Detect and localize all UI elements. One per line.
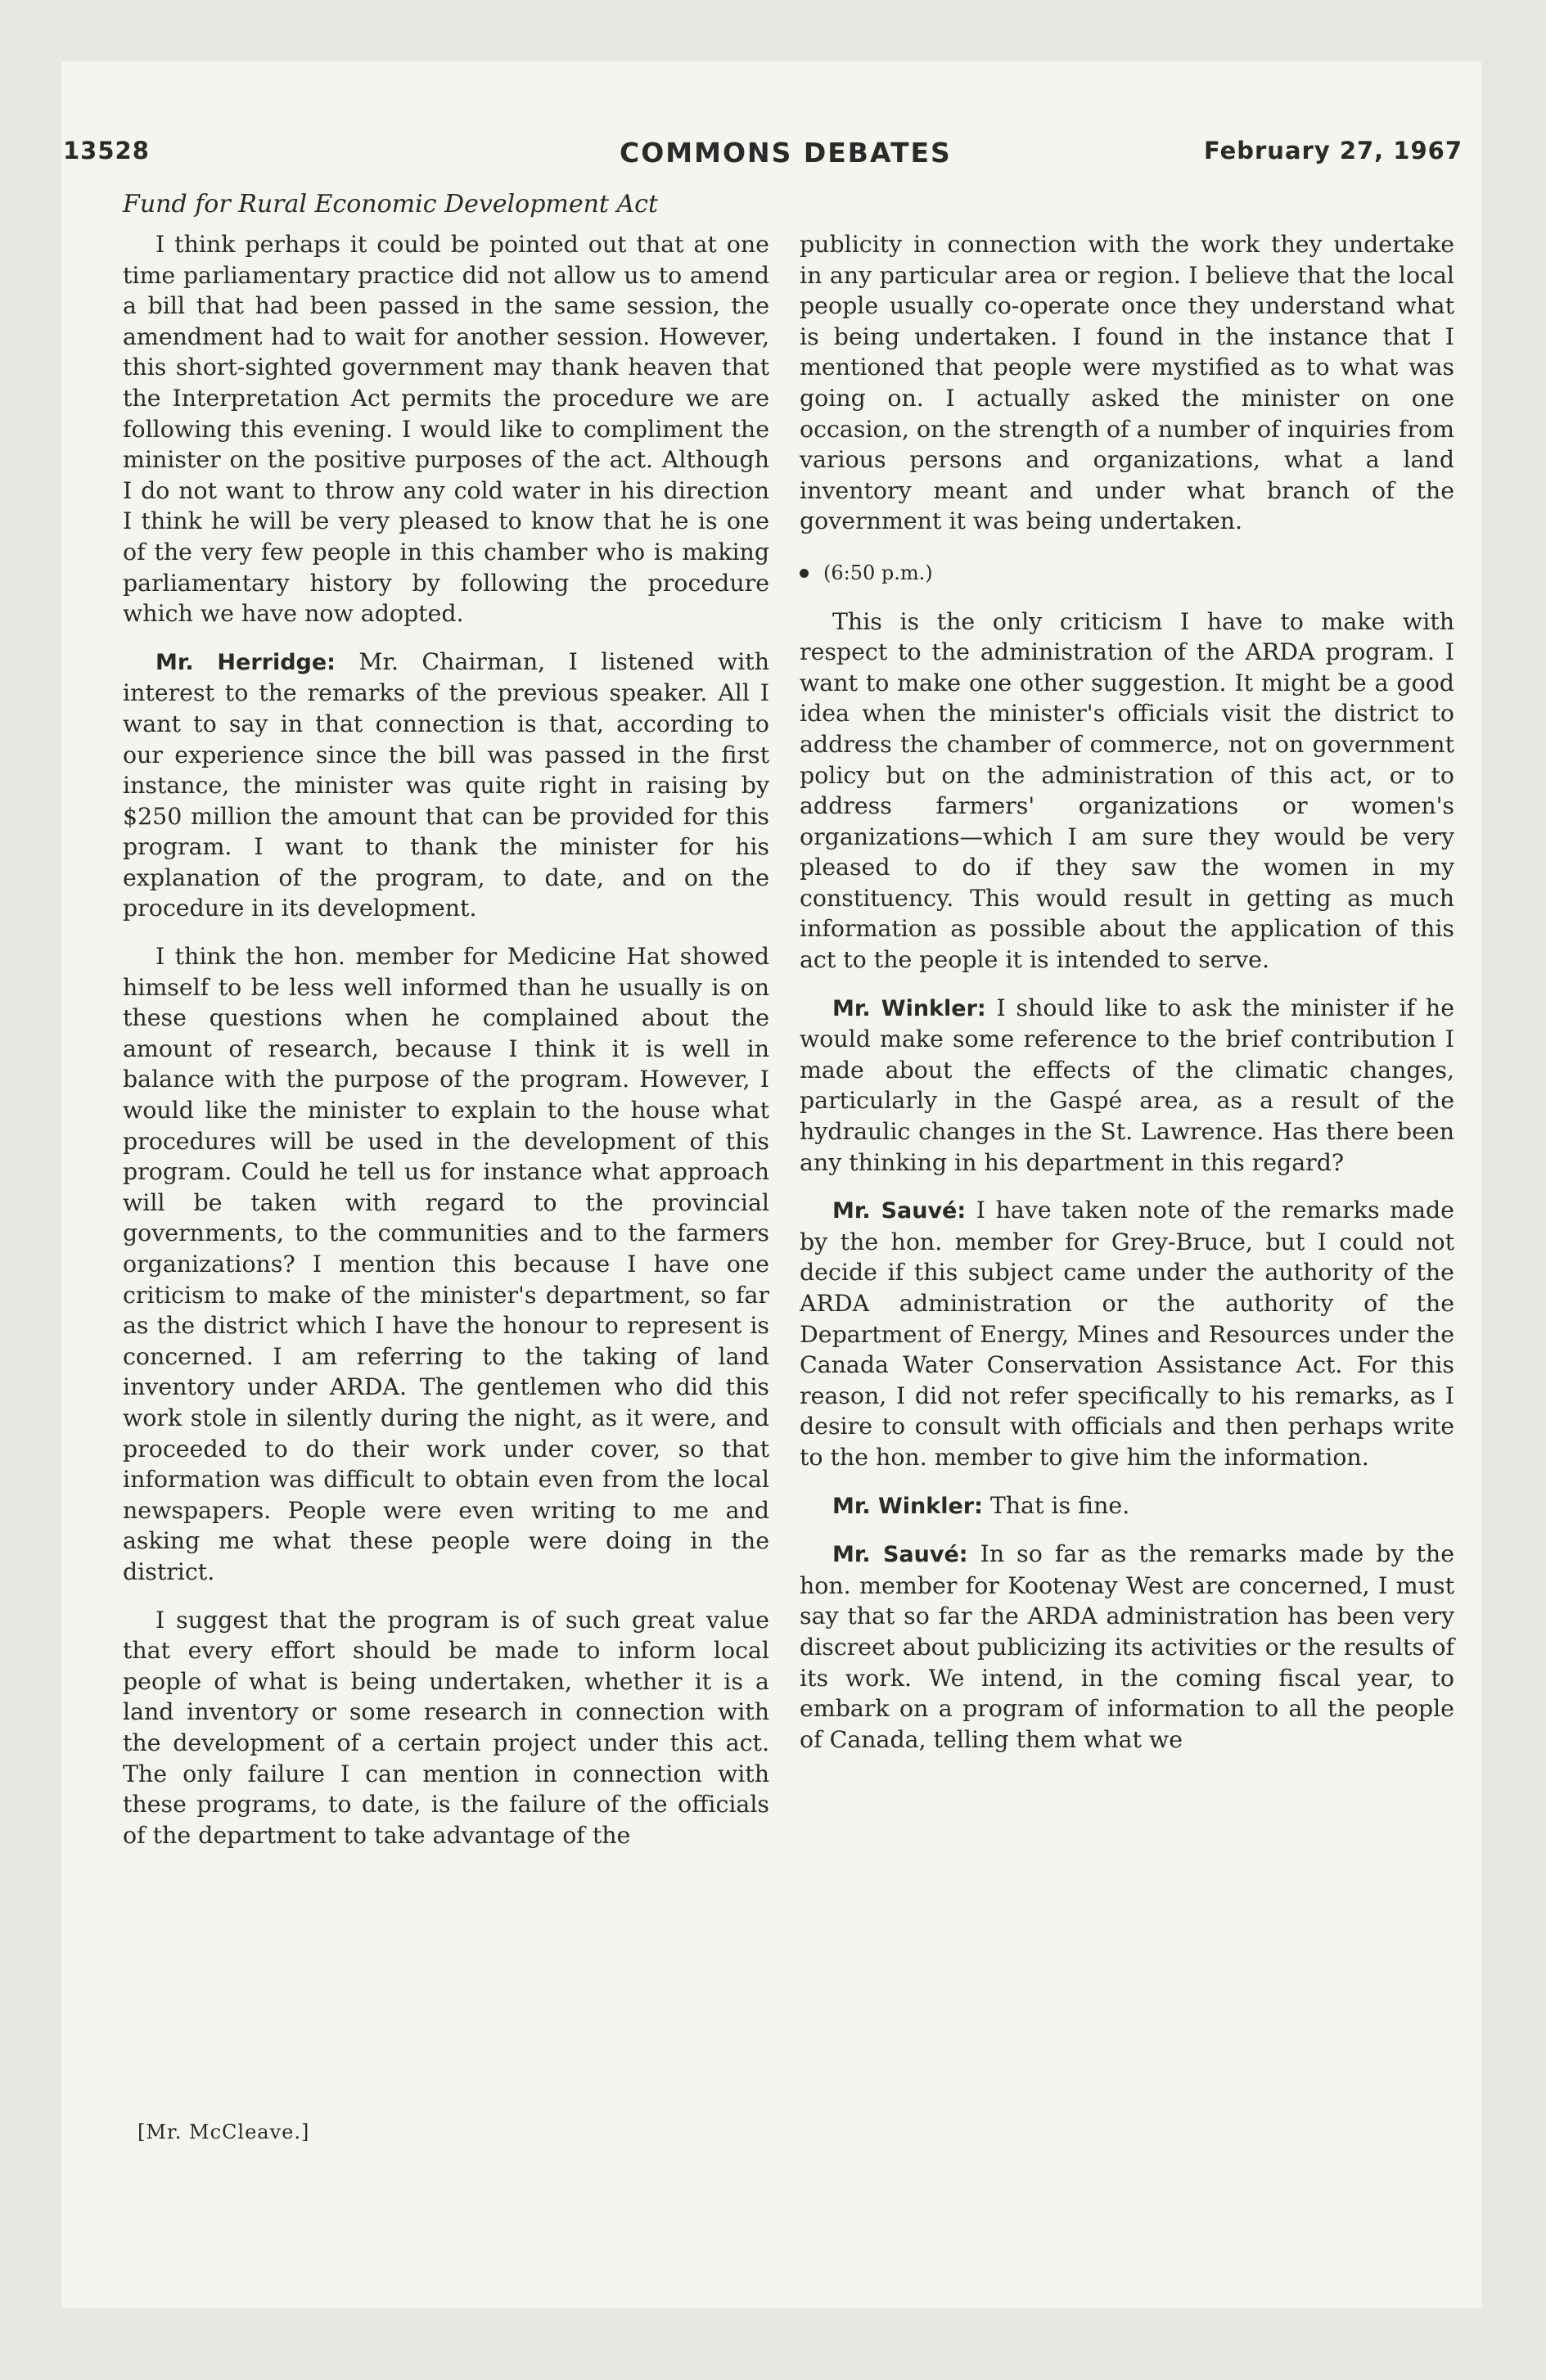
speech-text: In so far as the remarks made by the hon. member for Kootenay West are concerned, I must say that so far the ARDA administration has been very discreet about publicizing its activities or the results of its work. We intend, in the coming fiscal year, to embark on a program of information to all the people of Canada, telling them what we — [800, 1540, 1455, 1753]
page-number: 13528 — [63, 137, 150, 165]
right-column — [800, 229, 1454, 1755]
speaker-name: Mr. Sauvé: — [832, 1542, 968, 1568]
journal-title: COMMONS DEBATES — [620, 137, 952, 169]
speaker-name: Mr. Herridge: — [156, 649, 336, 675]
speech-text: Mr. Chairman, I listened with interest to the remarks of the previous speaker. All I want to say in that connection is that, according to our experience since the bill was passed in the first instance, the minister was quite right in raising by $250 million the amount that can be provided for this program. I want to thank the minister for his explanation of the program, to date, and on the procedure in its development. — [123, 647, 769, 922]
bullet-icon — [800, 569, 809, 578]
paragraph: I suggest that the program is of such great value that every effort should be made to inform local people of what is being undertaken, whether it is a land inventory or some research in connection with the development of a certain project under this act. The only failure I can mention in connection with these programs, to date, is the failure of the officials of the department to take advantage of the — [123, 1606, 769, 1849]
paragraph-continued: publicity in connection with the work they undertake in any particular area or region. I believe that the local people usually co-operate once they understand what is being undertaken. I found in the instance that I mentioned that people were mystified as to what was going on. I actually asked the minister on one occasion, on the strength of a number of inquiries from various persons and organizations, what a land inventory meant and under what branch of the government it was being undertaken. — [800, 231, 1454, 535]
issue-date: February 27, 1967 — [1203, 137, 1463, 165]
speech-text: I have taken note of the remarks made by the hon. member for Grey-Bruce, but I could not decide if this subject came under the authority of the ARDA administration or the authority of the Department of Energy, Mines and Resources under the Canada Water Conservation Assistance Act. For this reason, I did not refer specifically to his remarks, as I desire to consult with officials and then perhaps write to the hon. member to give him the information. — [800, 1197, 1454, 1471]
page-header — [63, 137, 1463, 186]
time-marker — [800, 558, 1454, 589]
speech-text: I should like to ask the minister if he would make some reference to the brief contribution I made about the effects of the climatic changes, particularly in the Gaspé area, as a result of the hydraulic changes in the St. Lawrence. Has there been any thinking in his department in this regard? — [800, 994, 1455, 1176]
speaker-note: [Mr. McCleave.] — [137, 2121, 310, 2143]
paragraph: This is the only criticism I have to make with respect to the administration of the ARDA program. I want to make one other suggestion. It might be a good idea when the minister's officials visit the district to address the chamber of commerce, not on government policy but on the administration of this act, or to address farmers' organizations or women's organizations—which I am sure they would be very pleased to do if they saw the women in my constituency. This would result in getting as much information as possible about the application of this act to the people it is intended to serve. — [800, 607, 1454, 974]
speaker-name: Mr. Winkler: — [832, 995, 986, 1021]
speech-herridge — [123, 647, 769, 924]
speech-text: That is fine. — [989, 1491, 1130, 1519]
speaker-name: Mr. Winkler: — [832, 1493, 983, 1519]
speech-winkler — [800, 993, 1454, 1179]
speech-sauve — [800, 1539, 1454, 1755]
speaker-name: Mr. Sauvé: — [832, 1198, 967, 1224]
left-column — [123, 229, 769, 1850]
time-text: (6:50 p.m.) — [823, 561, 933, 584]
speech-sauve — [800, 1195, 1454, 1472]
paragraph: I think the hon. member for Medicine Hat showed himself to be less well informed than he usually is on these questions when he complained about the amount of research, because I think it is well in balance with the purpose of the program. However, I would like the minister to explain to the house what procedures will be used in the development of this program. Could he tell us for instance what approach will be taken with regard to the provincial governments, to the communities and to the farmers organizations? I mention this because I have one criticism to make of the minister's department, so far as the district which I have the honour to represent is concerned. I am referring to the taking of land inventory under ARDA. The gentlemen who did this work stole in silently during the night, as it were, and proceeded to do their work under cover, so that information was difficult to obtain even from the local newspapers. People were even writing to me and asking me what these people were doing in the district. — [123, 943, 769, 1585]
running-head: Fund for Rural Economic Development Act — [123, 190, 659, 219]
paragraph: I think perhaps it could be pointed out that at one time parliamentary practice did not allow us to amend a bill that had been passed in the same session, the amendment had to wait for another session. However, this short-sighted government may thank heaven that the Interpretation Act permits the procedure we are following this evening. I would like to compliment the minister on the positive purposes of the act. Although I do not want to throw any cold water in his direction I think he will be very pleased to know that he is one of the very few people in this chamber who is making parliamentary history by following the procedure which we have now adopted. — [123, 231, 769, 628]
speech-winkler — [800, 1490, 1454, 1522]
